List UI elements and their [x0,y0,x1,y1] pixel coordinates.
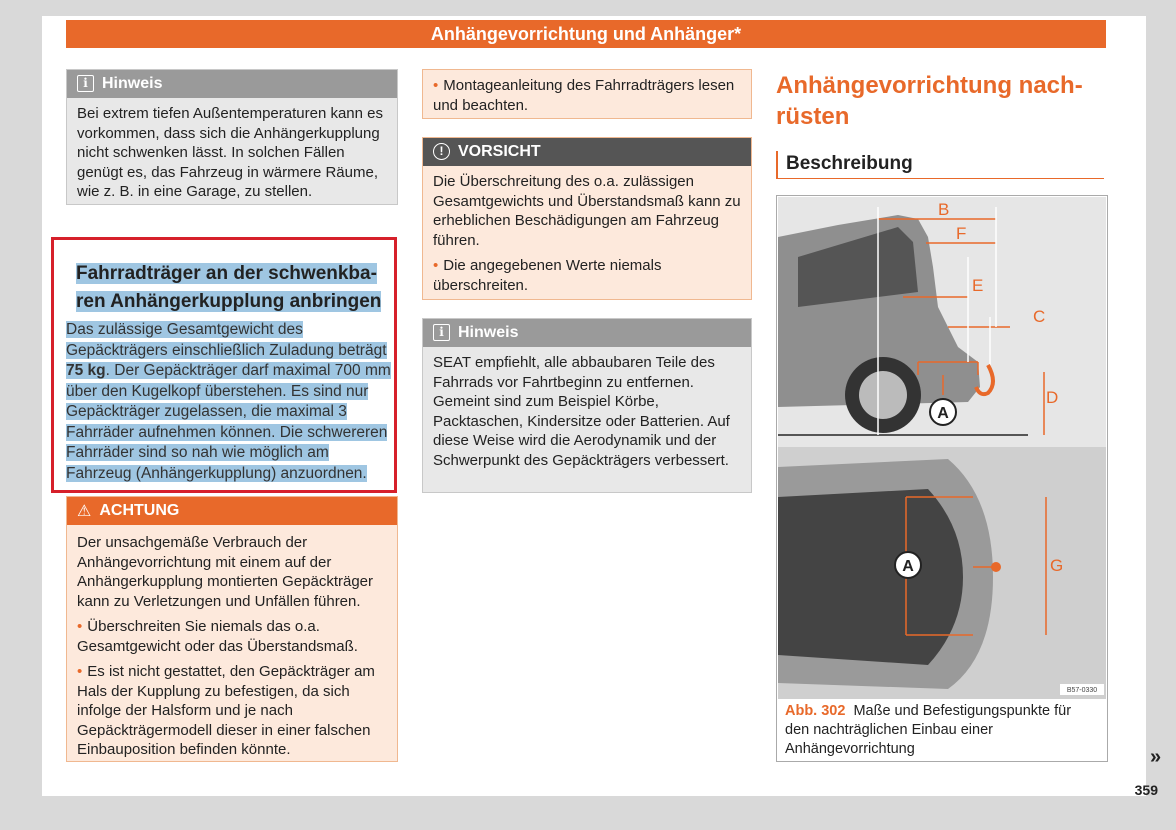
hinweis-text: Bei extrem tiefen Außentemperaturen kann es vorkommen, dass sich die Anhängerkupplung nicht schwenken lässt. In solchen Fällen genügt es, das Fahrzeug in wärmere Räume, wie z. B. in eine Garage, zu stellen. [77,105,384,200]
caption-text: Maße und Befestigungspunkte für den nachträglichen Einbau einer Anhängevorrichtung [785,703,1072,757]
bullet-icon: • [433,257,439,274]
info-icon: i [433,324,450,341]
achtung-box [66,496,398,762]
label-c: C [1033,307,1046,326]
caption-label: Abb. 302 [785,703,846,719]
continue-arrow-icon: » [1150,746,1162,768]
page-number: 359 [1134,782,1158,798]
section-body: Das zulässige Gesamtgewicht des Gepäckträgers einschließlich Zuladung beträgt 75 kg. Der Gepäckträger darf maximal 700 mm über den Kugelkopf überstehen. Es sind nur Gepäckträger zugelassen, die maximal 3 Fahrräder aufnehmen können. Die schwereren Fahrräder sind so nah wie möglich am Fahrzeug (Anhängerkupplung) anzuordnen. [66,321,391,482]
montage-text: Montageanleitung des Fahrradträgers lesen und beachten. [433,77,735,114]
label-a: A [937,405,949,422]
hinweis-title: Hinweis [458,324,519,341]
info-icon: i [77,75,94,92]
hinweis-bar [67,70,397,98]
hinweis-text: SEAT empfiehlt, alle abbaubaren Teile des Fahrrads vor Fahrtbeginn zu entfernen. Gemeint sind zum Beispiel Körbe, Packtaschen, Kindersitze oder Batterien. Auf diese Weise wird die Aerodynamik und der Schwerpunkt des Gepäckträgers verbessert. [433,354,730,469]
vorsicht-bullet: • Die angegebenen Werte niemals überschreiten. [433,257,662,294]
figure-illustration [778,197,1106,699]
section-subtitle: Beschreibung [776,151,1104,179]
label-f: F [956,224,967,243]
hinweis-bar [423,319,751,347]
vorsicht-bar [423,138,751,166]
achtung-bullet: • Es ist nicht gestattet, den Gepäckträger am Hals der Kupplung zu befestigen, da sich infolge der Halsform und je nach Gepäckträgermodell dieser in einer falschen Einbauposition befinden könnte. [77,663,375,758]
bullet-icon: • [77,663,83,680]
montage-box [422,69,752,119]
label-d: D [1046,388,1059,407]
label-e: E [972,276,984,295]
achtung-bullet: • Überschreiten Sie niemals das o.a. Gesamtgewicht oder das Überstandsmaß. [77,618,358,655]
achtung-bar [67,497,397,525]
figure-caption [785,702,1099,759]
hinweis-box-1 [66,69,398,205]
page-header: Anhängevorrichtung und Anhänger* [66,20,1106,48]
achtung-title: ACHTUNG [99,502,180,520]
warning-triangle-icon: ⚠ [77,501,92,520]
hinweis-box-2 [422,318,752,493]
achtung-intro: Der unsachgemäße Verbrauch der Anhängevorrichtung mit einem auf der Anhängerkupplung montierten Gepäckträger kann zu Verletzungen und Unfällen führen. [77,534,374,610]
vorsicht-box [422,137,752,300]
section-title: Fahrradträger an der schwenkba- ren Anhängerkupplung anbringen [76,263,382,312]
label-g: G [1050,556,1064,575]
figure-302 [776,195,1108,762]
bullet-icon: • [433,77,439,94]
exclamation-circle-icon: ! [433,143,450,160]
figure-code: B57-0330 [1066,687,1098,694]
vorsicht-intro: Die Überschreitung des o.a. zulässigen Gesamtgewichts und Überstandsmaß kann zu erheblichen Beschädigungen am Fahrzeug führen. [433,173,741,249]
bullet-icon: • [77,618,83,635]
car-diagram-svg [778,197,1106,699]
vorsicht-title: VORSICHT [458,143,541,160]
label-a-bottom: A [902,558,914,575]
label-b: B [938,200,950,219]
chapter-title: Anhängevorrichtung nach- rüsten [776,72,1083,130]
hinweis-title: Hinweis [102,75,163,92]
